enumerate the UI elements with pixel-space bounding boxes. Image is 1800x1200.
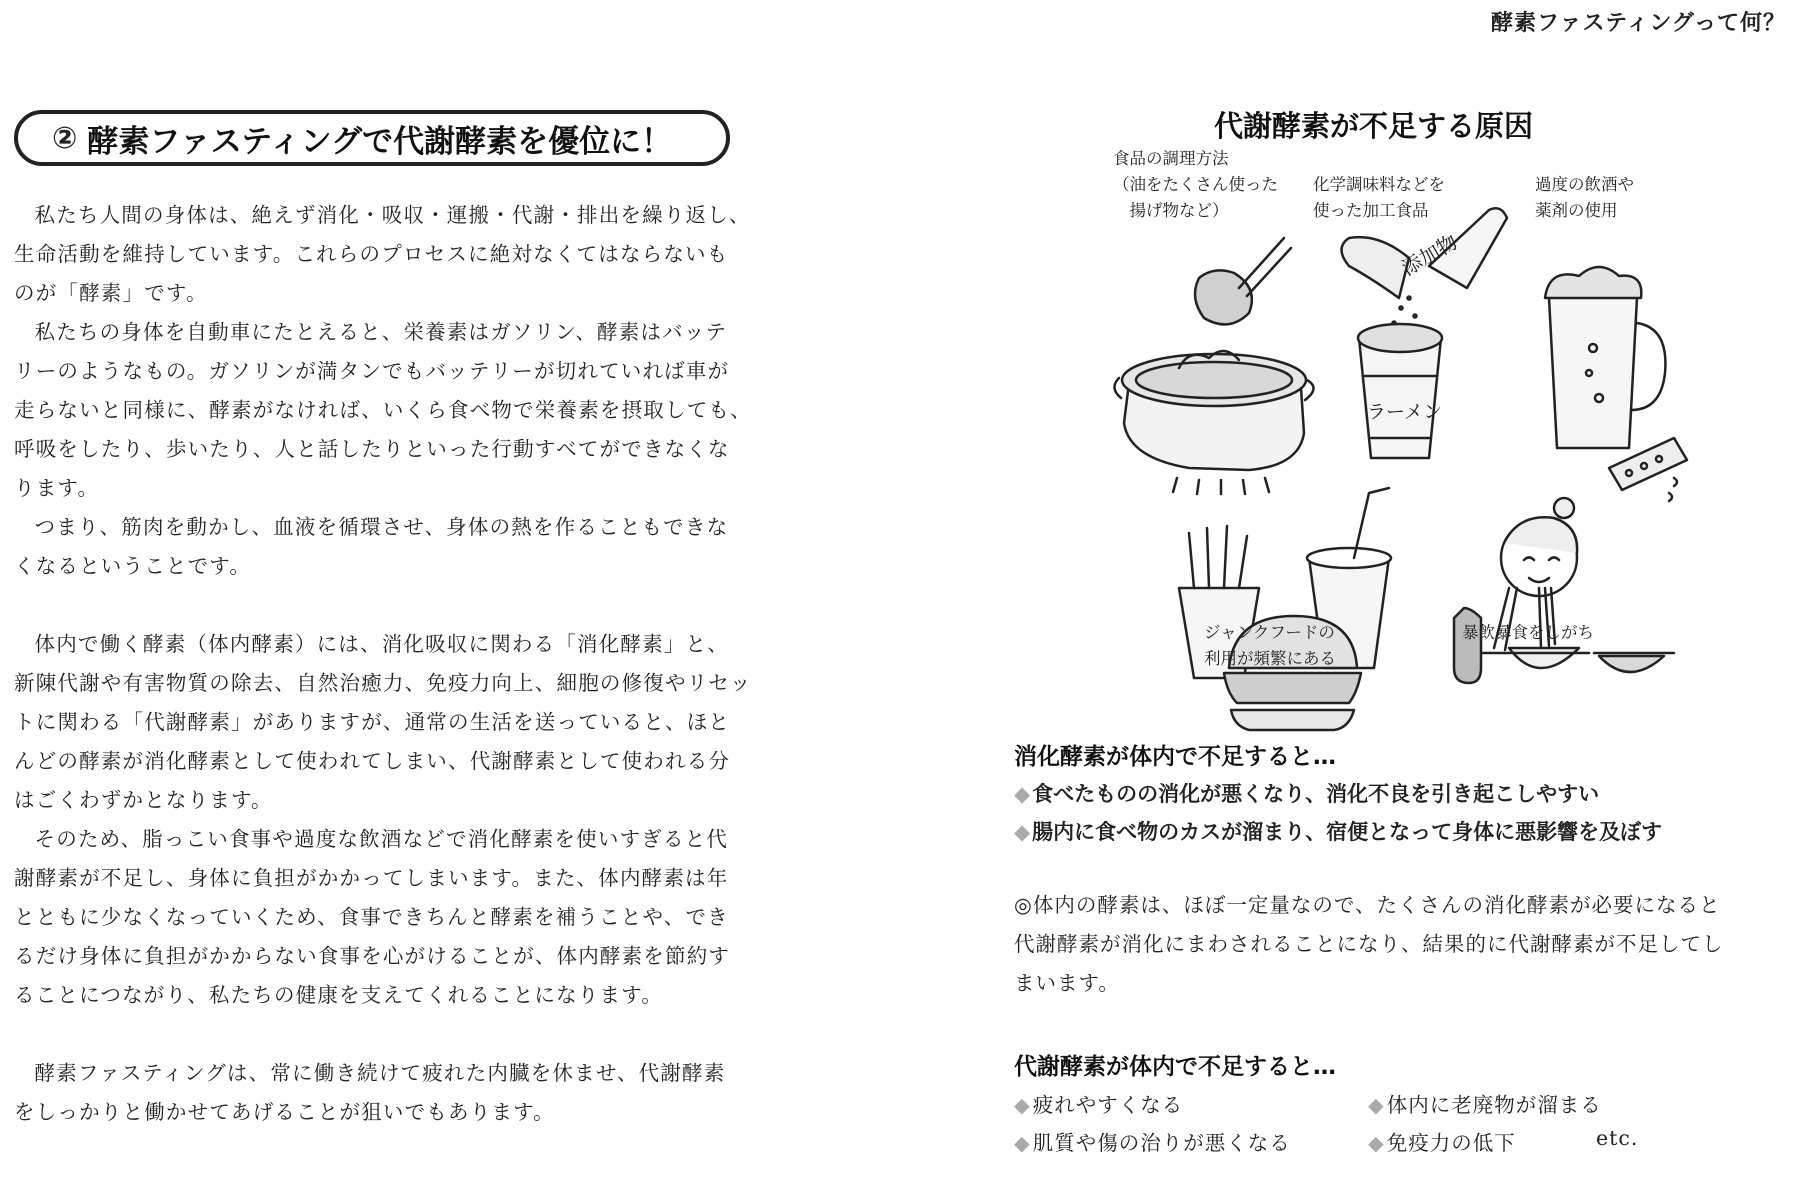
cup-noodle-icon xyxy=(1358,324,1442,458)
diamond-bullet-icon: ◆ xyxy=(1368,1093,1385,1117)
caption-line: 使った加工食品 xyxy=(1313,201,1429,220)
text-line: くなるということです。 xyxy=(14,554,252,578)
paragraph-1 xyxy=(14,196,754,313)
caption-line: 揚げ物など） xyxy=(1113,201,1229,220)
metabolic-item xyxy=(1368,1088,1602,1118)
frying-pot-icon xyxy=(1114,238,1313,494)
caption-alcohol xyxy=(1535,172,1634,224)
text-line: 私たちの身体を自動車にたとえると、栄養素はガソリン、酵素はバッテ xyxy=(34,320,728,344)
text-line: ります。 xyxy=(14,476,100,500)
text-line: 生命活動を維持しています。これらのプロセスに絶対なくてはならないも xyxy=(14,242,729,266)
digestive-item-text: 腸内に食べ物のカスが溜まり、宿便となって身体に悪影響を及ぼす xyxy=(1032,820,1663,844)
text-line: をしっかりと働かせてあげることが狙いでもあります。 xyxy=(14,1100,555,1124)
text-line: 走らないと同様に、酵素がなければ、いくら食べ物で栄養素を摂取しても、 xyxy=(14,398,752,422)
paragraph-5 xyxy=(14,820,754,1015)
beer-mug-icon xyxy=(1545,267,1665,448)
caption-line: 利用が頻繁にある xyxy=(1204,649,1336,668)
text-line: ◎体内の酵素は、ほぼ一定量なので、たくさんの消化酵素が必要になると xyxy=(1014,893,1721,917)
text-line: んどの酵素が消化酵素として使われてしまい、代謝酵素として使われる分 xyxy=(14,749,731,773)
section-title: 酵素ファスティングで代謝酵素を優位に！ xyxy=(87,123,673,160)
paragraph-2 xyxy=(14,313,754,508)
metabolic-item-text: 肌質や傷の治りが悪くなる xyxy=(1032,1131,1291,1155)
digestive-enzyme-heading: 消化酵素が体内で不足すると… xyxy=(1014,744,1336,770)
ramen-label: ラーメン xyxy=(1367,401,1443,423)
text-line: 酵素ファスティングは、常に働き続けて疲れた内臓を休ませ、代謝酵素 xyxy=(34,1061,726,1085)
text-line: まいます。 xyxy=(1014,971,1120,995)
text-line: トに関わる「代謝酵素」がありますが、通常の生活を送っていると、ほと xyxy=(14,710,731,734)
metabolic-item xyxy=(1014,1088,1183,1118)
paragraph-4 xyxy=(14,625,754,820)
diamond-bullet-icon: ◆ xyxy=(1368,1131,1385,1155)
caption-junk xyxy=(1204,620,1336,672)
text-line: はごくわずかとなります。 xyxy=(14,788,273,812)
caption-line: （油をたくさん使った xyxy=(1113,175,1278,194)
caption-line: 過度の飲酒や xyxy=(1535,175,1634,194)
metabolic-item-text: 疲れやすくなる xyxy=(1032,1093,1184,1117)
text-line: ることにつながり、私たちの健康を支えてくれることになります。 xyxy=(14,983,663,1007)
digestive-item xyxy=(1014,816,1662,846)
caption-line: 食品の調理方法 xyxy=(1113,149,1229,168)
metabolic-item-text: 免疫力の低下 xyxy=(1386,1131,1516,1155)
metabolic-item xyxy=(1014,1126,1291,1156)
illustration-title: 代謝酵素が不足する原因 xyxy=(1214,109,1534,143)
caption-line: 化学調味料などを xyxy=(1313,175,1445,194)
caption-overeat xyxy=(1462,620,1594,646)
body-text xyxy=(14,196,754,1132)
text-line: 新陳代謝や有害物質の除去、自然治癒力、免疫力向上、細胞の修復やリセッ xyxy=(14,671,752,695)
diamond-bullet-icon: ◆ xyxy=(1014,1131,1031,1155)
note-paragraph xyxy=(1014,886,1764,1003)
text-line: リーのようなもの。ガソリンが満タンでもバッテリーが切れていれば車が xyxy=(14,359,730,383)
text-line: そのため、脂っこい食事や過度な飲酒などで消化酵素を使いすぎると代 xyxy=(34,827,729,851)
text-line: つまり、筋肉を動かし、血液を循環させ、身体の熱を作ることもできな xyxy=(34,515,729,539)
text-line: 体内で働く酵素（体内酵素）には、消化吸収に関わる「消化酵素」と、 xyxy=(34,632,729,656)
diamond-bullet-icon: ◆ xyxy=(1014,1093,1031,1117)
text-line: 呼吸をしたり、歩いたり、人と話したりといった行動すべてができなくな xyxy=(14,437,730,461)
text-line: 謝酵素が不足し、身体に負担がかかってしまいます。また、体内酵素は年 xyxy=(14,866,729,890)
eating-person-icon xyxy=(1454,498,1674,683)
section-title-box xyxy=(14,110,730,166)
additive-label: 添加物 xyxy=(1397,229,1462,281)
section-number: ② xyxy=(52,120,78,156)
digestive-item xyxy=(1014,778,1599,808)
text-line: 私たち人間の身体は、絶えず消化・吸収・運搬・代謝・排出を繰り返し、 xyxy=(34,203,751,227)
metabolic-item-text: 体内に老廃物が溜まる xyxy=(1386,1093,1602,1117)
metabolic-enzyme-heading: 代謝酵素が体内で不足すると… xyxy=(1014,1054,1336,1080)
text-line: のが「酵素」です。 xyxy=(14,281,208,305)
caption-line: 薬剤の使用 xyxy=(1535,201,1618,220)
diamond-bullet-icon: ◆ xyxy=(1014,820,1031,844)
etc-label: etc. xyxy=(1596,1126,1639,1150)
left-page xyxy=(14,110,754,1132)
causes-illustration xyxy=(1109,148,1709,780)
digestive-item-text: 食べたものの消化が悪くなり、消化不良を引き起こしやすい xyxy=(1032,782,1600,806)
running-head: 酵素ファスティングって何？ xyxy=(1490,11,1786,36)
metabolic-item xyxy=(1368,1126,1516,1156)
paragraph-6 xyxy=(14,1054,754,1132)
paragraph-3 xyxy=(14,508,754,586)
text-line: とともに少なくなっていくため、食事できちんと酵素を補うことや、でき xyxy=(14,905,729,929)
diamond-bullet-icon: ◆ xyxy=(1014,782,1031,806)
text-line: 代謝酵素が消化にまわされることになり、結果的に代謝酵素が不足してし xyxy=(1014,932,1724,956)
caption-line: ジャンクフードの xyxy=(1204,623,1335,642)
caption-processed xyxy=(1313,172,1445,224)
caption-line: 暴飲暴食をしがち xyxy=(1462,623,1594,642)
caption-cooking xyxy=(1113,146,1278,224)
text-line: るだけ身体に負担がかからない食事を心がけることが、体内酵素を節約す xyxy=(14,944,731,968)
